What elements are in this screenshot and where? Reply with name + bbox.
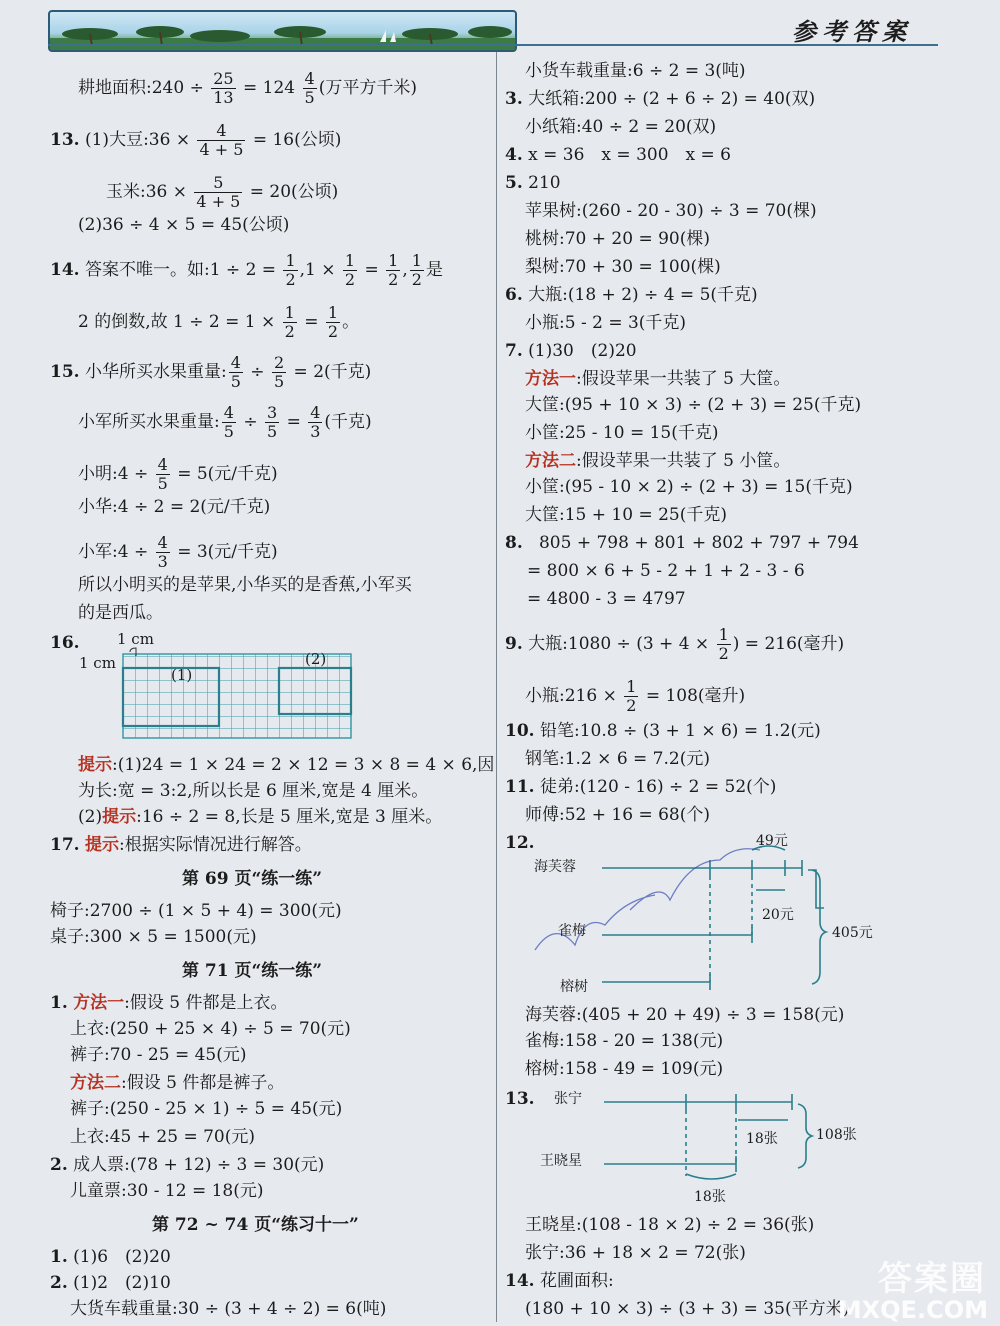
q8-c: = 4800 - 3 = 4797 <box>527 589 686 609</box>
q12-c: 榕树:158 - 49 = 109(元) <box>525 1059 724 1079</box>
q14-a: 14. 花圃面积: <box>505 1271 614 1291</box>
q13-line-c: (2)36 ÷ 4 × 5 = 45(公顷) <box>78 215 290 235</box>
unit-label-top: 1 cm <box>117 630 154 648</box>
q7-m2b: 大筐:15 + 10 = 25(千克) <box>525 505 727 525</box>
p71-q1-m2b: 上衣:45 + 25 = 70(元) <box>70 1127 255 1147</box>
q6-a: 6. 大瓶:(18 + 2) ÷ 4 = 5(千克) <box>505 285 758 305</box>
q7-a: 7. (1)30 (2)20 <box>505 341 637 361</box>
column-divider <box>496 52 497 1322</box>
q15-line-c: 小明:4 ÷ $\frac{4}{5}$ = 5(元/千克) <box>78 455 278 493</box>
p71-q1-method1: 1. 方法一:假设 5 件都是上衣。 <box>50 993 288 1013</box>
r-line-1: 小货车载重量:6 ÷ 2 = 3(吨) <box>525 61 746 81</box>
section-title-p72: 第 72 ~ 74 页“练习十一” <box>152 1215 359 1235</box>
q16-number: 16. <box>50 633 80 653</box>
p72-q2-b: 大货车载重量:30 ÷ (3 + 4 ÷ 2) = 6(吨) <box>70 1299 387 1319</box>
q3-b: 小纸箱:40 ÷ 2 = 20(双) <box>525 117 717 137</box>
q9-b: 小瓶:216 × $\frac{1}{2}$ = 108(毫升) <box>525 677 746 715</box>
q11-b: 师傅:52 + 16 = 68(个) <box>525 805 710 825</box>
q11-a: 11. 徒弟:(120 - 16) ÷ 2 = 52(个) <box>505 777 777 797</box>
q10-b: 钢笔:1.2 × 6 = 7.2(元) <box>525 749 710 769</box>
q15-line-f: 所以小明买的是苹果,小华买的是香蕉,小军买 <box>78 575 412 595</box>
q7-method1: 方法一:假设苹果一共装了 5 大筐。 <box>525 369 791 389</box>
q8-b: = 800 × 6 + 5 - 2 + 1 + 2 - 3 - 6 <box>527 561 805 581</box>
q14-line-b: 2 的倒数,故 1 ÷ 2 = 1 × $\frac{1}{2}$ = $\frac{1}{2}$ 。 <box>78 303 360 341</box>
q16-hint-2: 为长:宽 = 3:2,所以长是 6 厘米,宽是 4 厘米。 <box>78 781 429 801</box>
label-zhang-ning: 张宁 <box>554 1091 582 1107</box>
value-49: 49元 <box>756 833 788 849</box>
q3-a: 3. 大纸箱:200 ÷ (2 + 6 ÷ 2) = 40(双) <box>505 89 816 109</box>
page-title: 参考答案 <box>792 17 912 46</box>
value-18-top: 18张 <box>746 1131 778 1147</box>
q14-b: (180 + 10 × 3) ÷ (3 + 3) = 35(平方米) <box>525 1299 850 1319</box>
label-wang-xiao-xing: 王晓星 <box>540 1153 582 1169</box>
value-20: 20元 <box>762 907 794 923</box>
q7-m2a: 小筐:(95 - 10 × 2) ÷ (2 + 3) = 15(千克) <box>525 477 853 497</box>
q5-b: 苹果树:(260 - 20 - 30) ÷ 3 = 70(棵) <box>525 201 817 221</box>
p71-q1-m1b: 裤子:70 - 25 = 45(元) <box>70 1045 247 1065</box>
q6-b: 小瓶:5 - 2 = 3(千克) <box>525 313 687 333</box>
value-18-bottom: 18张 <box>694 1189 726 1205</box>
q13-line-b: 玉米:36 × $\frac{5}{4 + 5}$ = 20(公顷) <box>106 173 339 211</box>
q7-method2: 方法二:假设苹果一共装了 5 小筐。 <box>525 451 791 471</box>
q12-number: 12. <box>505 833 535 853</box>
q16-grid-figure <box>75 632 365 750</box>
q5-c: 桃树:70 + 20 = 90(棵) <box>525 229 710 249</box>
q13-line-a: 13. (1)大豆:36 × $\frac{4}{4 + 5}$ = 16(公顷) <box>50 121 342 159</box>
p72-q2: 2. (1)2 (2)10 <box>50 1273 171 1293</box>
p71-q1-m2a: 裤子:(250 - 25 × 1) ÷ 5 = 45(元) <box>70 1099 343 1119</box>
label-que-mei: 雀梅 <box>558 923 586 939</box>
q15-line-b: 小军所买水果重量: $\frac{4}{5}$ ÷ $\frac{3}{5}$ = $\frac{4}{3}$ (千克) <box>78 403 372 441</box>
q9-a: 9. 大瓶:1080 ÷ (3 + 4 × $\frac{1}{2}$ ) = 216(毫升) <box>505 625 845 663</box>
value-405: 405元 <box>832 925 873 941</box>
q10-a: 10. 铅笔:10.8 ÷ (3 + 1 × 6) = 1.2(元) <box>505 721 821 741</box>
section-title-p71: 第 71 页“练一练” <box>182 961 323 981</box>
p71-q2-b: 儿童票:30 - 12 = 18(元) <box>70 1181 264 1201</box>
q17-line: 17. 提示:根据实际情况进行解答。 <box>50 835 312 855</box>
p71-q1-m1a: 上衣:(250 + 25 × 4) ÷ 5 = 70(元) <box>70 1019 351 1039</box>
q7-m1b: 小筐:25 - 10 = 15(千克) <box>525 423 719 443</box>
q13-a: 王晓星:(108 - 18 × 2) ÷ 2 = 36(张) <box>525 1215 815 1235</box>
rect-label-1: (1) <box>171 666 193 684</box>
q4-a: 4. x = 36 x = 300 x = 6 <box>505 145 731 165</box>
q14-line-a: 14. 答案不唯一。如:1 ÷ 2 = $\frac{1}{2}$ ,1 × $\frac{1}{2}$ = $\frac{1}{2}$ , $\frac{1}{2}$ 是 <box>50 251 443 289</box>
q7-m1a: 大筐:(95 + 10 × 3) ÷ (2 + 3) = 25(千克) <box>525 395 862 415</box>
q13-b: 张宁:36 + 18 × 2 = 72(张) <box>525 1243 746 1263</box>
p71-q2-a: 2. 成人票:(78 + 12) ÷ 3 = 30(元) <box>50 1155 325 1175</box>
p69-line-a: 椅子:2700 ÷ (1 × 5 + 4) = 300(元) <box>50 901 342 921</box>
q16-hint-3: (2)提示:16 ÷ 2 = 8,长是 5 厘米,宽是 3 厘米。 <box>78 807 443 827</box>
rect-label-2: (2) <box>305 650 327 668</box>
q15-line-g: 的是西瓜。 <box>78 603 163 623</box>
q15-line-a: 15. 小华所买水果重量: $\frac{4}{5}$ ÷ $\frac{2}{5}$ = 2(千克) <box>50 353 372 391</box>
q15-line-e: 小军:4 ÷ $\frac{4}{3}$ = 3(元/千克) <box>78 533 278 571</box>
watermark-logo: 答案圈 <box>878 1259 986 1299</box>
q12-b: 雀梅:158 - 20 = 138(元) <box>525 1031 724 1051</box>
p69-line-b: 桌子:300 × 5 = 1500(元) <box>50 927 257 947</box>
q12-diagram-svg <box>530 830 890 1000</box>
p72-q1: 1. (1)6 (2)20 <box>50 1247 171 1267</box>
q5-d: 梨树:70 + 30 = 100(棵) <box>525 257 721 277</box>
section-title-p69: 第 69 页“练一练” <box>182 869 323 889</box>
answer-line: 耕地面积:240 ÷ $\frac{25}{13}$ = 124 $\frac{4}{5}$ (万平方千米) <box>78 69 417 107</box>
q15-line-d: 小华:4 ÷ 2 = 2(元/千克) <box>78 497 271 517</box>
label-hai-fu-rong: 海芙蓉 <box>534 859 576 875</box>
q16-hint-1: 提示:(1)24 = 1 × 24 = 2 × 12 = 3 × 8 = 4 × 6,因 <box>78 755 495 775</box>
unit-label-left: 1 cm <box>79 654 116 672</box>
q5-a: 5. 210 <box>505 173 561 193</box>
q8-a: 8. 805 + 798 + 801 + 802 + 797 + 794 <box>505 533 859 553</box>
q13-segment-diagram <box>540 1086 880 1206</box>
q12-a: 海芙蓉:(405 + 20 + 49) ÷ 3 = 158(元) <box>525 1005 845 1025</box>
value-108: 108张 <box>816 1127 857 1143</box>
label-rong-shu: 榕树 <box>560 979 588 995</box>
watermark-url: MXQE.COM <box>837 1296 988 1324</box>
q13-number: 13. <box>505 1089 535 1109</box>
p71-q1-method2: 方法二:假设 5 件都是裤子。 <box>70 1073 285 1093</box>
q12-segment-diagram <box>530 830 890 1000</box>
